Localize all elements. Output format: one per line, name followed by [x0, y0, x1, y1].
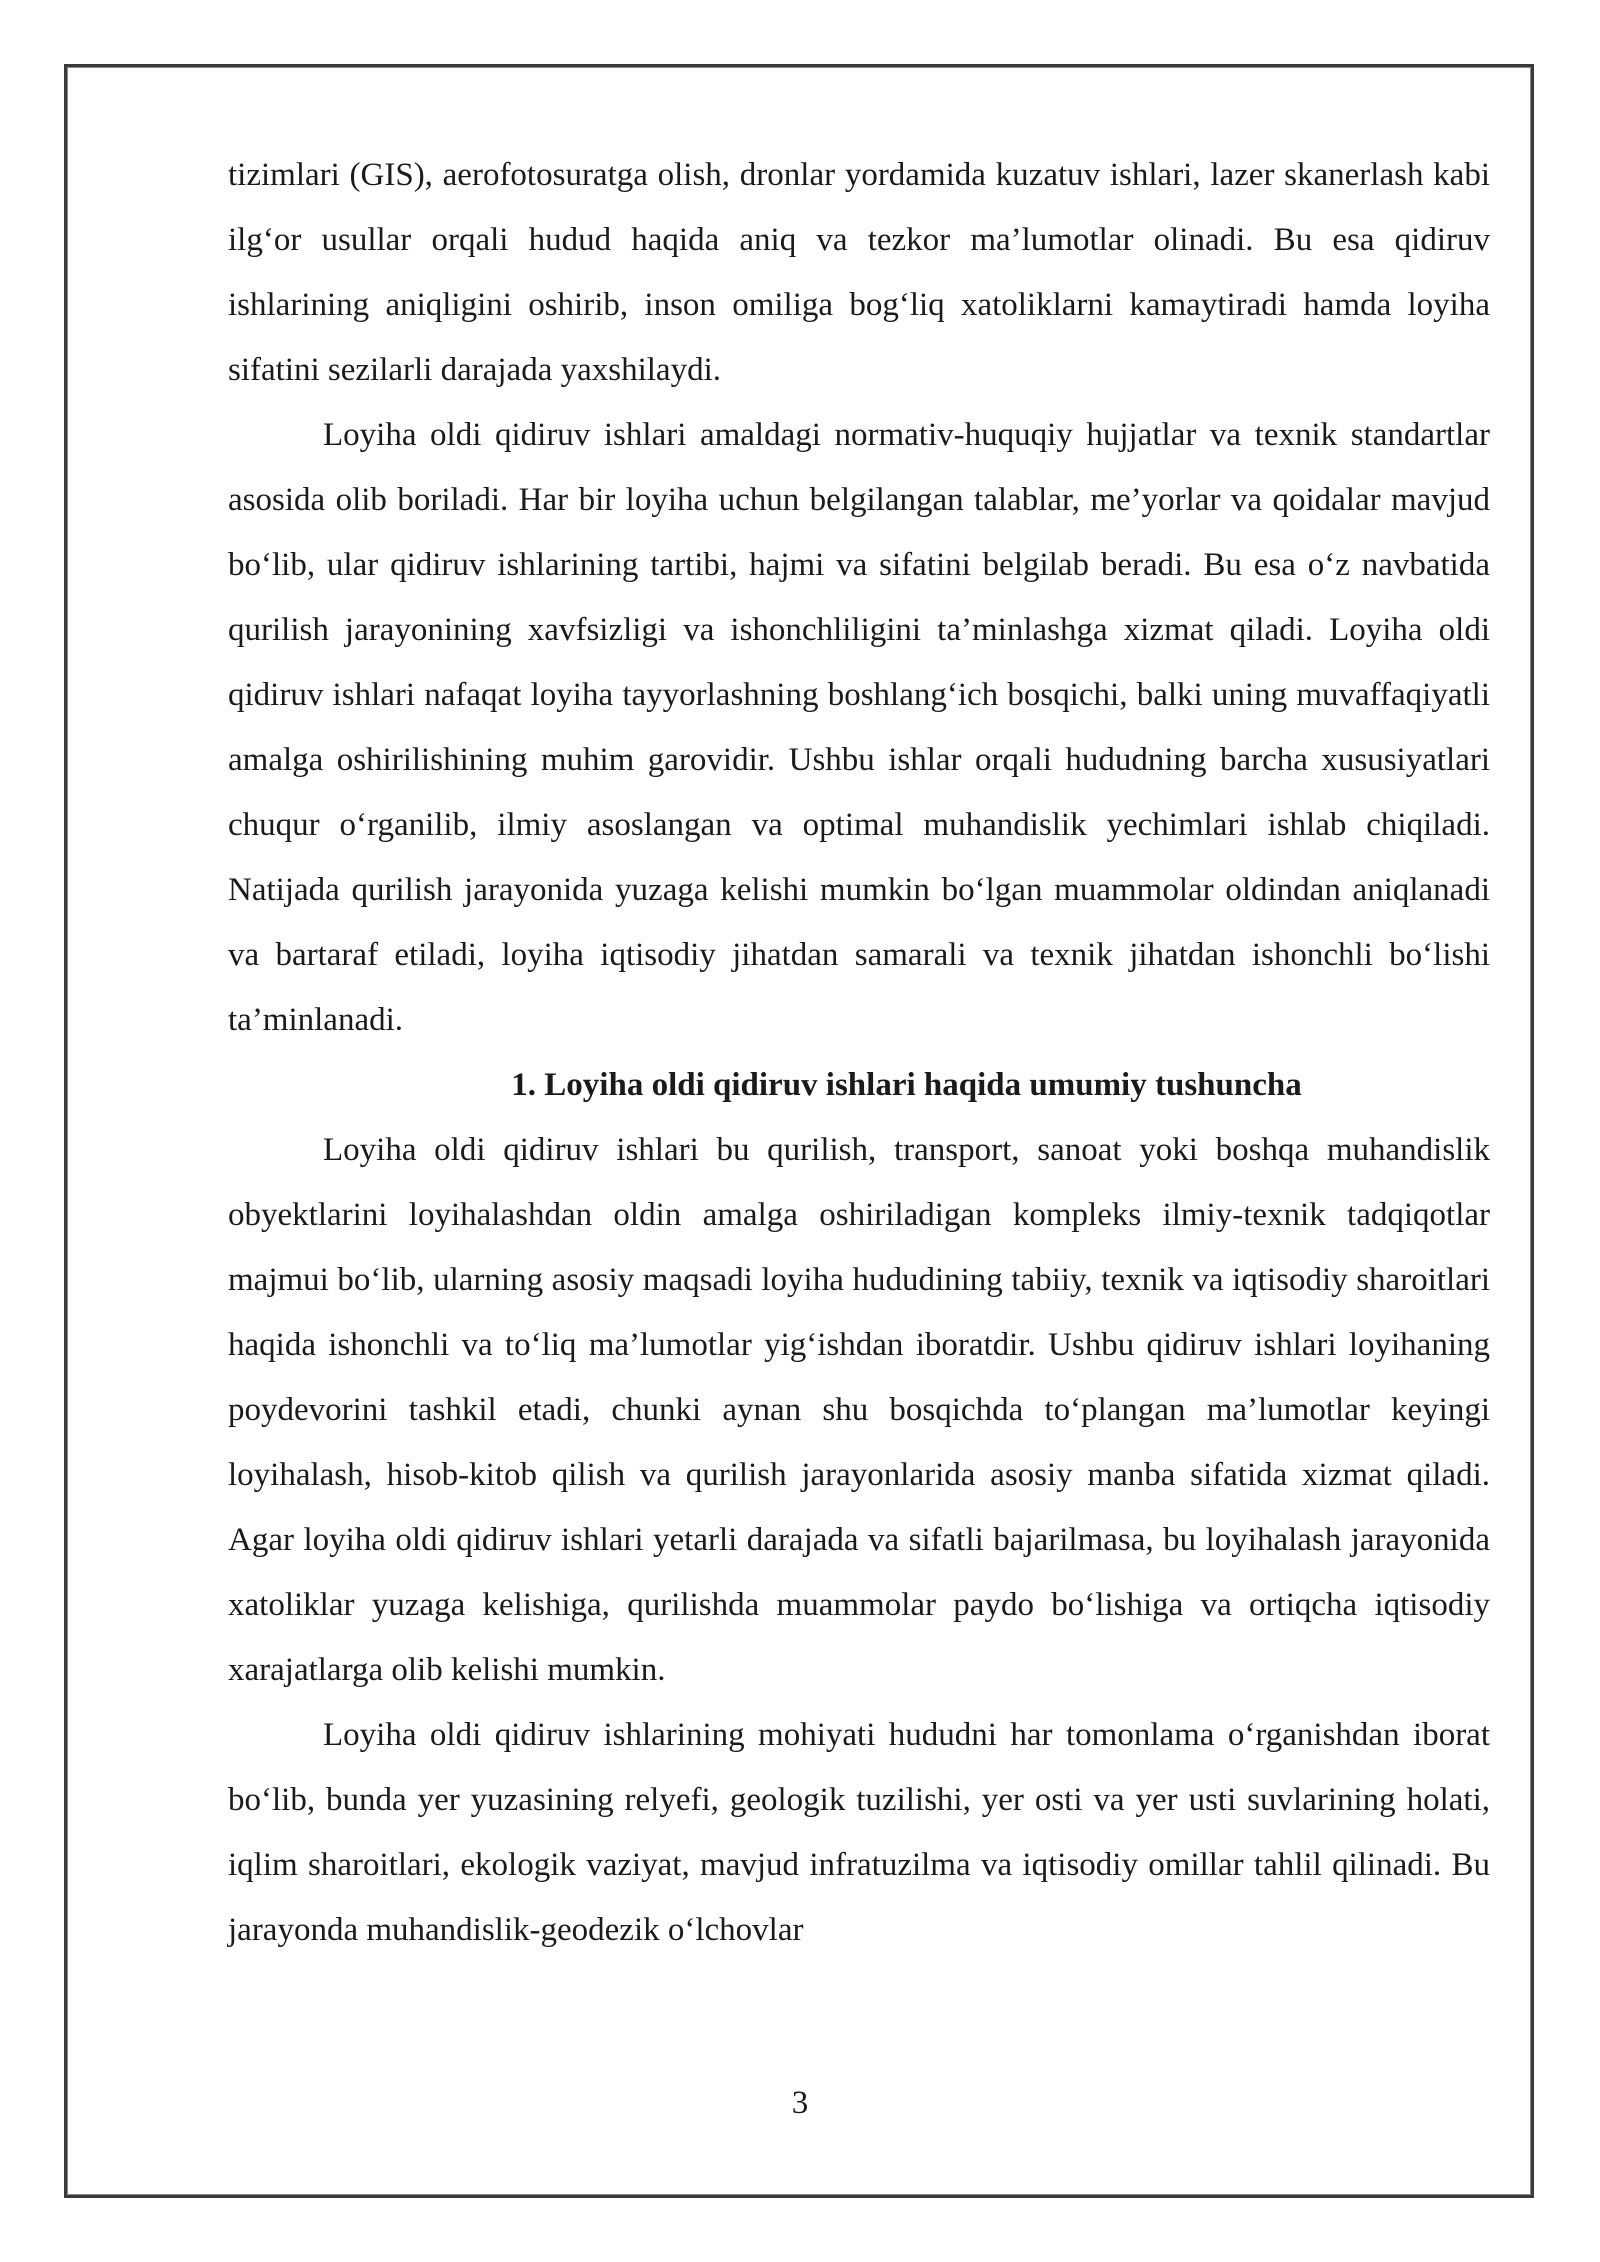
paragraph-4: Loyiha oldi qidiruv ishlarining mohiyati hududni har tomonlama o‘rganishdan iborat bo‘lib, bunda yer yuzasining relyefi, geologik tuzilishi, yer osti va yer usti suvlarining holati, iqlim sharoitlari, ekologik vaziyat, mavjud infratuzilma va iqtisodiy omillar tahlil qilinadi. Bu jarayonda muhandislik-geodezik o‘lchovlar [228, 1717, 1490, 1948]
page-number: 3 [791, 2085, 809, 2121]
document-body [228, 143, 1490, 1963]
paragraph-3: Loyiha oldi qidiruv ishlari bu qurilish, transport, sanoat yoki boshqa muhandislik obyektlarini loyihalashdan oldin amalga oshiriladigan kompleks ilmiy-texnik tadqiqotlar majmui bo‘lib, ularning asosiy maqsadi loyiha hududining tabiiy, texnik va iqtisodiy sharoitlari haqida ishonchli va to‘liq ma’lumotlar yig‘ishdan iboratdir. Ushbu qidiruv ishlari loyihaning poydevorini tashkil etadi, chunki aynan shu bosqichda to‘plangan ma’lumotlar keyingi loyihalash, hisob-kitob qilish va qurilish jarayonlarida asosiy manba sifatida xizmat qiladi. Agar loyiha oldi qidiruv ishlari yetarli darajada va sifatli bajarilmasa, bu loyihalash jarayonida xatoliklar yuzaga kelishiga, qurilishda muammolar paydo bo‘lishiga va ortiqcha iqtisodiy xarajatlarga olib kelishi mumkin. [228, 1132, 1490, 1688]
section-heading: 1. Loyiha oldi qidiruv ishlari haqida umumiy tushuncha [511, 1067, 1302, 1103]
paragraph-1: tizimlari (GIS), aerofotosuratga olish, dronlar yordamida kuzatuv ishlari, lazer skanerlash kabi ilg‘or usullar orqali hudud haqida aniq va tezkor ma’lumotlar olinadi. Bu esa qidiruv ishlarining aniqligini oshirib, inson omiliga bog‘liq xatoliklarni kamaytiradi hamda loyiha sifatini sezilarli darajada yaxshilaydi. [228, 157, 1490, 388]
paragraph-2: Loyiha oldi qidiruv ishlari amaldagi normativ-huquqiy hujjatlar va texnik standartlar asosida olib boriladi. Har bir loyiha uchun belgilangan talablar, me’yorlar va qoidalar mavjud bo‘lib, ular qidiruv ishlarining tartibi, hajmi va sifatini belgilab beradi. Bu esa o‘z navbatida qurilish jarayonining xavfsizligi va ishonchliligini ta’minlashga xizmat qiladi. Loyiha oldi qidiruv ishlari nafaqat loyiha tayyorlashning boshlang‘ich bosqichi, balki uning muvaffaqiyatli amalga oshirilishining muhim garovidir. Ushbu ishlar orqali hududning barcha xususiyatlari chuqur o‘rganilib, ilmiy asoslangan va optimal muhandislik yechimlari ishlab chiqiladi. Natijada qurilish jarayonida yuzaga kelishi mumkin bo‘lgan muammolar oldindan aniqlanadi va bartaraf etiladi, loyiha iqtisodiy jihatdan samarali va texnik jihatdan ishonchli bo‘lishi ta’minlanadi. [228, 417, 1490, 1038]
